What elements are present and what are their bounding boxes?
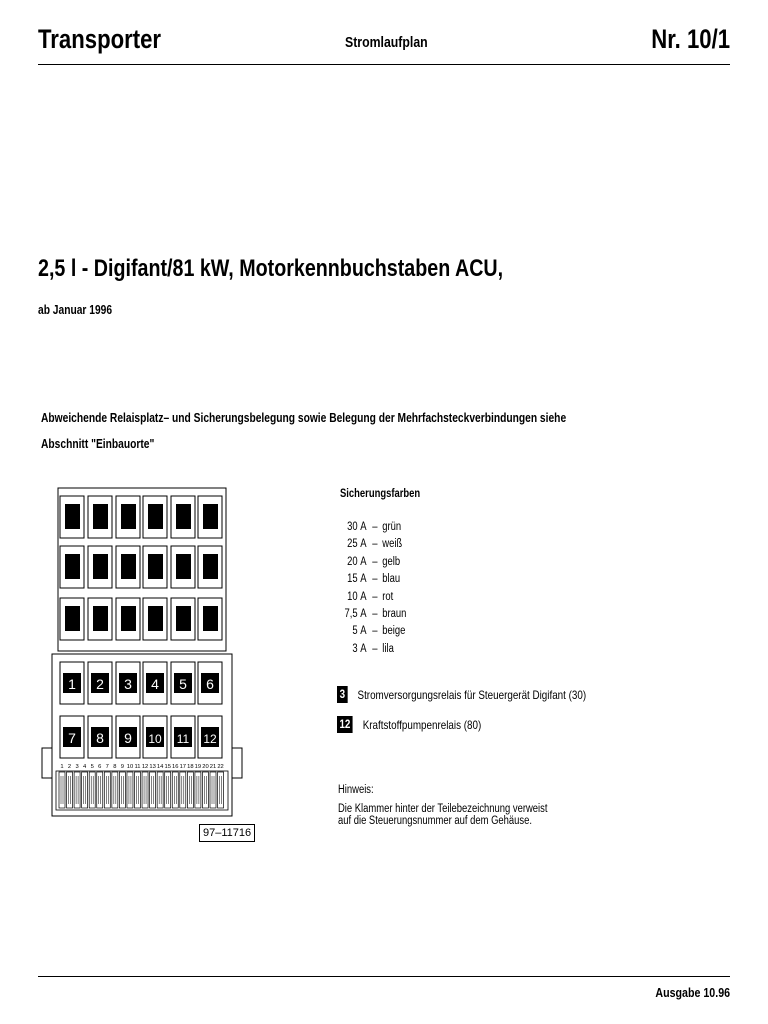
fuse-unit: A <box>360 521 367 533</box>
fuse-color-row <box>338 623 406 640</box>
relay-slot-number: 10 <box>148 732 162 746</box>
relay-socket-contact <box>121 606 136 631</box>
hint-label: Hinweis: <box>338 784 374 796</box>
fuse-number: 5 <box>90 764 94 770</box>
fuse-number: 6 <box>98 764 102 770</box>
fuse <box>89 772 95 808</box>
fuse-number: 12 <box>141 764 149 770</box>
fuse-number: 22 <box>217 764 224 770</box>
fuse <box>172 772 178 808</box>
fuse-unit: A <box>360 625 367 638</box>
fuse-dash: – <box>372 608 378 621</box>
header-center-title: Stromlaufplan <box>345 34 428 51</box>
relay-socket-contact <box>93 554 108 579</box>
fuse-number: 2 <box>67 764 72 770</box>
fuse-amp: 20 <box>347 555 358 568</box>
fuse-number: 4 <box>83 764 87 770</box>
relay-slot-number: 8 <box>96 730 104 746</box>
relay-slot-number: 1 <box>68 676 76 692</box>
relay-slot-number: 6 <box>206 676 214 692</box>
fuse <box>97 772 103 808</box>
relay-socket-contact <box>93 504 108 529</box>
fuse <box>157 772 163 808</box>
fuse <box>165 772 171 808</box>
fuse-color-row <box>338 536 406 553</box>
fuse-number: 17 <box>179 764 187 770</box>
relay-socket-contact <box>176 554 191 579</box>
fuse-color: weiß <box>382 538 403 551</box>
relay-description: Stromversorgungsrelais für Steuergerät Digifant (30) <box>357 687 587 702</box>
fuse-number: 16 <box>172 764 179 770</box>
relay-socket-contact <box>121 554 136 579</box>
fuse-unit: A <box>360 608 367 621</box>
fuse-dash: – <box>372 573 378 586</box>
fuse <box>218 772 224 808</box>
fuse-dash: – <box>372 555 378 568</box>
relay-socket-contact <box>148 606 163 631</box>
relay-socket-contact <box>93 606 108 631</box>
fuse-number: 3 <box>75 764 79 770</box>
page-title: 2,5 l - Digifant/81 kW, Motorkennbuchstaben ACU, <box>38 255 504 282</box>
note-line-2: Abschnitt "Einbauorte" <box>41 437 155 451</box>
fuse-number: 1 <box>60 764 64 770</box>
right-clip <box>232 748 242 778</box>
header-rule <box>38 64 730 65</box>
fuse-amp: 5 <box>352 625 358 638</box>
fuse <box>112 772 118 808</box>
fuse-amp: 3 <box>352 642 358 655</box>
relay-slot-number: 2 <box>96 676 104 692</box>
fuse <box>150 772 156 808</box>
fuse <box>210 772 216 808</box>
page-subtitle: ab Januar 1996 <box>38 303 113 317</box>
fuse-dash: – <box>372 625 378 638</box>
fuse-dash: – <box>372 521 378 533</box>
relay-socket-contact <box>203 606 218 631</box>
fuse-unit: A <box>360 642 367 655</box>
fuse-color-row <box>338 519 406 536</box>
fuse-amp: 30 <box>347 521 358 533</box>
fuse-color-row <box>338 641 406 658</box>
fuse <box>135 772 141 808</box>
relay-number-badge: 3 <box>337 686 348 703</box>
fuse <box>180 772 186 808</box>
fuse-amp: 15 <box>347 573 358 586</box>
hint-line-1: Die Klammer hinter der Teilebezeichnung verweist <box>338 802 548 815</box>
fuse-unit: A <box>360 573 367 586</box>
fuse-color-row <box>338 589 406 606</box>
fuse-amp: 7,5 <box>344 608 358 621</box>
relay-socket-contact <box>148 554 163 579</box>
fuse-amp: 10 <box>347 590 358 603</box>
fuse-color: beige <box>382 625 406 638</box>
relay-legend-item <box>337 686 586 703</box>
fuse <box>119 772 125 808</box>
hint-line-2: auf die Steuerungsnummer auf dem Gehäuse. <box>338 815 532 827</box>
relay-socket-contact <box>65 504 80 529</box>
fuse-number: 10 <box>126 764 134 770</box>
fuse-amp: 25 <box>347 538 358 551</box>
fuse <box>127 772 133 808</box>
fuse <box>82 772 88 808</box>
fuse <box>187 772 193 808</box>
relay-slot-number: 5 <box>179 676 187 692</box>
footer-rule <box>38 976 730 977</box>
figure-reference: 97–11716 <box>199 824 255 842</box>
fuse-unit: A <box>360 590 367 603</box>
relay-slot-number: 7 <box>68 730 76 746</box>
fuse-color: blau <box>382 573 401 586</box>
fuse-colors-list <box>338 519 406 658</box>
fuse-color-row <box>338 606 406 623</box>
fuse-number: 11 <box>134 764 141 770</box>
relay-slot-number: 12 <box>203 732 217 746</box>
footer-edition: Ausgabe 10.96 <box>655 985 730 1000</box>
relay-legend-item <box>337 716 481 733</box>
fuse-colors-heading: Sicherungsfarben <box>340 488 421 500</box>
fuse-dash: – <box>372 590 378 603</box>
fuse-color: lila <box>382 642 394 655</box>
fuse-color: gelb <box>382 555 401 568</box>
fuse-number: 18 <box>187 764 194 770</box>
relay-panel-diagram <box>38 486 248 851</box>
note-line-1: Abweichende Relaisplatz– und Sicherungsbelegung sowie Belegung der Mehrfachsteckverbindungen siehe <box>41 411 567 425</box>
fuse <box>74 772 80 808</box>
fuse-unit: A <box>360 555 367 568</box>
fuse-color-row <box>338 571 406 588</box>
fuse-number: 13 <box>149 764 156 770</box>
relay-slot-number: 11 <box>176 732 190 746</box>
fuse <box>104 772 110 808</box>
fuse-color: rot <box>382 590 394 603</box>
fuse <box>195 772 201 808</box>
relay-slot-number: 9 <box>124 730 132 746</box>
relay-socket-contact <box>203 504 218 529</box>
relay-description: Kraftstoffpumpenrelais (80) <box>362 717 482 732</box>
fuse <box>67 772 73 808</box>
fuse-number: 21 <box>209 764 217 770</box>
relay-panel-svg <box>38 486 248 846</box>
header-page-number: Nr. 10/1 <box>651 24 730 54</box>
relay-socket-contact <box>176 606 191 631</box>
fuse-number: 7 <box>105 764 109 770</box>
relay-socket-contact <box>203 554 218 579</box>
relay-number-badge: 12 <box>337 716 353 733</box>
fuse-number: 20 <box>202 764 209 770</box>
fuse-dash: – <box>372 642 378 655</box>
relay-socket-contact <box>121 504 136 529</box>
fuse-dash: – <box>372 538 378 551</box>
relay-socket-contact <box>176 504 191 529</box>
hint-block <box>338 784 547 828</box>
fuse <box>202 772 208 808</box>
fuse <box>59 772 65 808</box>
header-left-title: Transporter <box>38 24 162 54</box>
fuse-unit: A <box>360 538 367 551</box>
fuse-number: 19 <box>194 764 202 770</box>
fuse-color-row <box>338 554 406 571</box>
fuse-number: 14 <box>156 764 164 770</box>
fuse-color: grün <box>382 521 402 533</box>
relay-socket-contact <box>65 606 80 631</box>
relay-socket-contact <box>65 554 80 579</box>
fuse-number: 9 <box>120 764 125 770</box>
fuse <box>142 772 148 808</box>
relay-slot-number: 4 <box>151 676 159 692</box>
left-clip <box>42 748 52 778</box>
relay-socket-contact <box>148 504 163 529</box>
fuse-number: 15 <box>164 764 171 770</box>
fuse-color: braun <box>382 608 407 621</box>
relay-slot-number: 3 <box>124 676 132 692</box>
fuse-number: 8 <box>113 764 117 770</box>
